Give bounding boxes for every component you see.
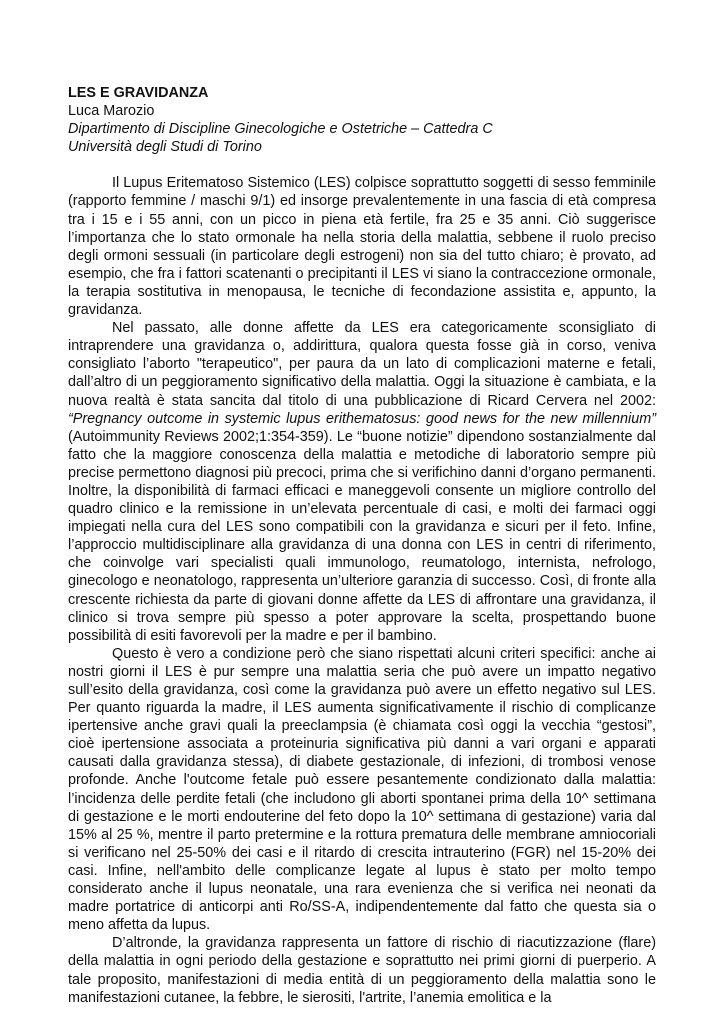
department-name: Dipartimento di Discipline Ginecologiche e Ostetriche – Cattedra C <box>68 121 493 138</box>
university-name: Università degli Studi di Torino <box>68 139 262 156</box>
paragraph-1: Il Lupus Eritematoso Sistemico (LES) colpisce soprattutto soggetti di sesso femminile (rapporto femmine / maschi 9/1) ed insorge prevalentemente in una fascia di età compresa tra i 15 e i 55 anni, con un picco in piena età fertile, fra 25 e 35 anni. Ciò suggerisce l’importanza che lo stato ormonale ha nella storia della malattia, sebbene il ruolo preciso degli ormoni sessuali (in particolare degli estrogeni) non sia del tutto chiaro; è provato, ad esempio, che fra i fattori scatenanti o precipitanti il LES vi siano la contraccezione ormonale, la terapia sostitutiva in menopausa, le tecniche di fecondazione assistita e, appunto, la gravidanza. <box>68 175 656 319</box>
author-name: Luca Marozio <box>68 103 155 120</box>
document-title: LES E GRAVIDANZA <box>68 85 209 101</box>
paragraph-2-text-end: (Autoimmunity Reviews 2002;1:354-359). Le “buone notizie” dipendono sostanzialmente dal fatto che la maggiore conoscenza della malattia e metodiche di laboratorio sempre più precise permettono diagnosi più precoci, prima che si verifichino danni d’organo permanenti. Inoltre, la disponibilità di farmaci efficaci e maneggevoli consente un migliore controllo del quadro clinico e la remissione in un’elevata percentuale di casi, e molti dei farmaci oggi impiegati nella cura del LES sono compatibili con la gravidanza e sicuri per il feto. Infine, l’approccio multidisciplinare alla gravidanza di una donna con LES in centri di riferimento, che coinvolge vari specialisti quali immunologo, reumatologo, internista, nefrologo, ginecologo e neonatologo, rappresenta un’ulteriore garanzia di successo. Così, di fronte alla crescente richiesta da parte di giovani donne affette da LES di affrontare una gravidanza, il clinico si trova sempre più spesso a poter approvare la scelta, prospettando buone possibilità di esiti favorevoli per la madre e per il bambino. <box>68 428 656 644</box>
paragraph-4: D’altronde, la gravidanza rappresenta un fattore di rischio di riacutizzazione (flare) della malattia in ogni periodo della gestazione e soprattutto nei primi giorni di puerperio. A tale proposito, manifestazioni di media entità di un peggioramento della malattia sono le manifestazioni cutanee, la febbre, le sierositi, l'artrite, l’anemia emolitica e la <box>68 935 656 1006</box>
publication-title: “Pregnancy outcome in systemic lupus erithematosus: good news for the new millennium” <box>68 410 656 427</box>
paragraph-3: Questo è vero a condizione però che siano rispettati alcuni criteri specifici: anche ai nostri giorni il LES è pur sempre una malattia seria che può avere un impatto negativo sull’esito della gravidanza, così come la gravidanza può avere un effetto negativo sul LES. Per quanto riguarda la madre, il LES aumenta significativamente il rischio di complicanze ipertensive anche gravi quali la preeclampsia (è chiamata così oggi la vecchia “gestosi”, cioè ipertensione associata a proteinuria significativa più danni a vari organi e apparati causati dalla gravidanza stessa), di diabete gestazionale, di infezioni, di trombosi venose profonde. Anche l'outcome fetale può essere pesantemente condizionato dalla malattia: l’incidenza delle perdite fetali (che includono gli aborti spontanei prima della 10^ settimana di gestazione e le morti endouterine del feto dopo la 10^ settimana di gestazione) varia dal 15% al 25 %, mentre il parto pretermine e la rottura prematura delle membrane amniocoriali si verificano nel 25-50% dei casi e il ritardo di crescita intrauterino (FGR) nel 15-20% dei casi. Infine, nell'ambito delle complicanze legate al lupus è stato per molto tempo considerato anche il lupus neonatale, una rara evenienza che si verifica nei neonati da madre portatrice di anticorpi anti Ro/SS-A, indipendentemente dal fatto che questa sia o meno affetta da lupus. <box>68 645 656 934</box>
paragraph-2-text-start: Nel passato, alle donne affette da LES era categoricamente sconsigliato di intraprendere una gravidanza o, addirittura, qualora questa fosse già in corso, veniva consigliato l’aborto "terapeutico", per paura da un lato di complicazioni materne e fetali, dall’altro di un peggioramento significativo della malattia. Oggi la situazione è cambiata, e la nuova realtà è stata sancita dal titolo di una pubblicazione di Ricard Cervera nel 2002: <box>68 320 656 409</box>
paragraph-2 <box>68 319 656 645</box>
document-page <box>68 84 656 1007</box>
